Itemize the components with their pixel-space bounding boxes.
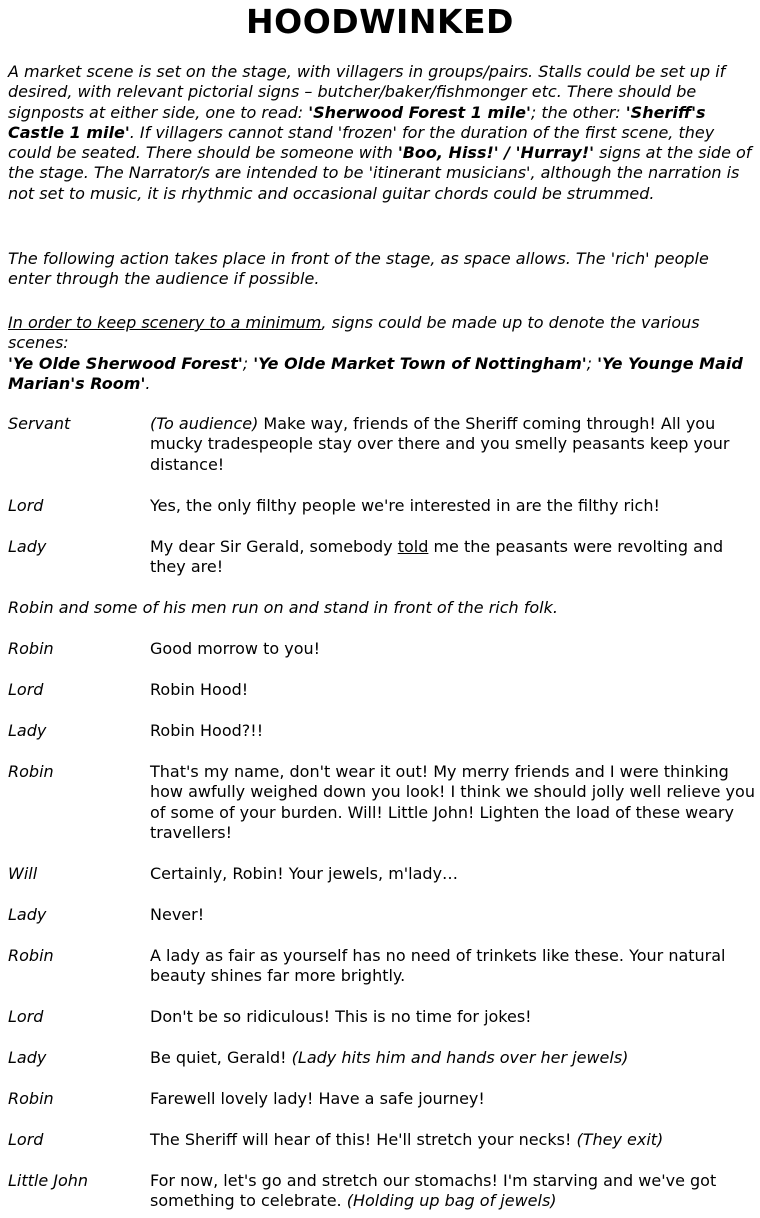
stage-direction-inline: (Lady hits him and hands over her jewels) (291, 1048, 629, 1067)
text-run: ; (242, 353, 254, 373)
line-text: Good morrow to you! (150, 639, 321, 658)
underlined-word: told (397, 537, 429, 556)
stage-direction-inline: (Holding up bag of jewels) (346, 1191, 557, 1211)
scene-sign-forest: 'Ye Olde Sherwood Forest' (8, 353, 243, 373)
sign-castle: 'Sheriff's Castle 1 mile' (8, 102, 706, 142)
speaker-name: Servant (8, 414, 71, 433)
speaker-name: Lord (8, 1007, 44, 1026)
line-text (150, 1171, 756, 1212)
text-run: . If villagers cannot stand 'frozen' for the duration of the first scene, they could be seated. There should be someone with (8, 122, 715, 163)
sign-boo-hurray: 'Boo, Hiss!' / 'Hurray!' (397, 143, 595, 163)
speaker-name: Robin (8, 762, 54, 781)
page-title: HOODWINKED (246, 2, 514, 41)
line-text (150, 1130, 756, 1150)
line-text: That's my name, don't wear it out! My merry friends and I were thinking how awfully weighed down you look! I think we should jolly well relieve you of some of your burden. Will! Little John! Lighten the load of these weary travellers! (150, 762, 755, 842)
stage-direction-inline: (They exit) (576, 1130, 664, 1149)
line-text: Don't be so ridiculous! This is no time for jokes! (150, 1007, 532, 1026)
speaker-name: Robin (8, 1089, 54, 1108)
line-text (150, 414, 756, 475)
text-run: My dear Sir Gerald, somebody (150, 537, 398, 556)
text-run: ; the other: (530, 102, 626, 122)
speaker-name: Lady (8, 537, 47, 556)
speaker-name: Will (8, 864, 38, 883)
speaker-name: Robin (8, 639, 54, 658)
speaker-name: Lady (8, 905, 47, 924)
speaker-name: Lady (8, 1048, 47, 1067)
text-run: . (145, 373, 151, 393)
scene-sign-room: 'Ye Younge Maid Marian's Room' (8, 353, 743, 393)
text-run: ; (586, 353, 598, 373)
speaker-name: Lord (8, 496, 44, 515)
line-text (150, 1048, 756, 1068)
intro-paragraph-staging (8, 62, 752, 204)
underlined-phrase: In order to keep scenery to a minimum (8, 313, 322, 332)
scene-sign-town: 'Ye Olde Market Town of Nottingham' (253, 353, 587, 373)
line-text: Robin Hood! (150, 680, 249, 699)
intro-paragraph-action: The following action takes place in front of the stage, as space allows. The 'rich' people enter through the audience if possible. (8, 249, 709, 289)
speaker-name: Robin (8, 946, 54, 965)
text-run: The Sheriff will hear of this! He'll stretch your necks! (150, 1130, 577, 1149)
speaker-name: Lord (8, 1130, 44, 1149)
text-run: signs at the side of the stage. The Narrator/s are intended to be 'itinerant musicians', although the narration is not set to music, it is rhythmic and occasional guitar chords could be strummed. (8, 143, 752, 203)
line-text: Certainly, Robin! Your jewels, m'lady… (150, 864, 459, 883)
line-text (150, 537, 756, 578)
line-text: Yes, the only filthy people we're interested in are the filthy rich! (150, 496, 660, 515)
stage-direction-inline: (To audience) (150, 414, 259, 433)
line-text: Robin Hood?!! (150, 721, 264, 740)
sign-sherwood: 'Sherwood Forest 1 mile' (308, 102, 531, 122)
text-run: me the peasants were revolting and they are! (150, 537, 724, 577)
speaker-name: Lord (8, 680, 44, 699)
text-run: , signs could be made up to denote the various scenes: (8, 313, 700, 353)
text-run: Make way, friends of the Sheriff coming through! All you mucky tradespeople stay over there and you smelly peasants keep your distance! (150, 414, 730, 474)
speaker-name: Little John (8, 1171, 89, 1190)
text-run: Be quiet, Gerald! (150, 1048, 292, 1067)
intro-paragraph-scenery (8, 313, 752, 394)
stage-direction: Robin and some of his men run on and stand in front of the rich folk. (8, 598, 558, 617)
line-text: Farewell lovely lady! Have a safe journey! (150, 1089, 485, 1108)
line-text: Never! (150, 905, 205, 924)
text-run: For now, let's go and stretch our stomachs! I'm starving and we've got something to celebrate. (150, 1171, 717, 1211)
line-text: A lady as fair as yourself has no need of trinkets like these. Your natural beauty shines far more brightly. (150, 946, 726, 986)
speaker-name: Lady (8, 721, 47, 740)
text-run: A market scene is set on the stage, with villagers in groups/pairs. Stalls could be set up if desired, with relevant pictorial signs – butcher/baker/fishmonger etc. There should be signposts at either side, one to read: (8, 62, 726, 122)
